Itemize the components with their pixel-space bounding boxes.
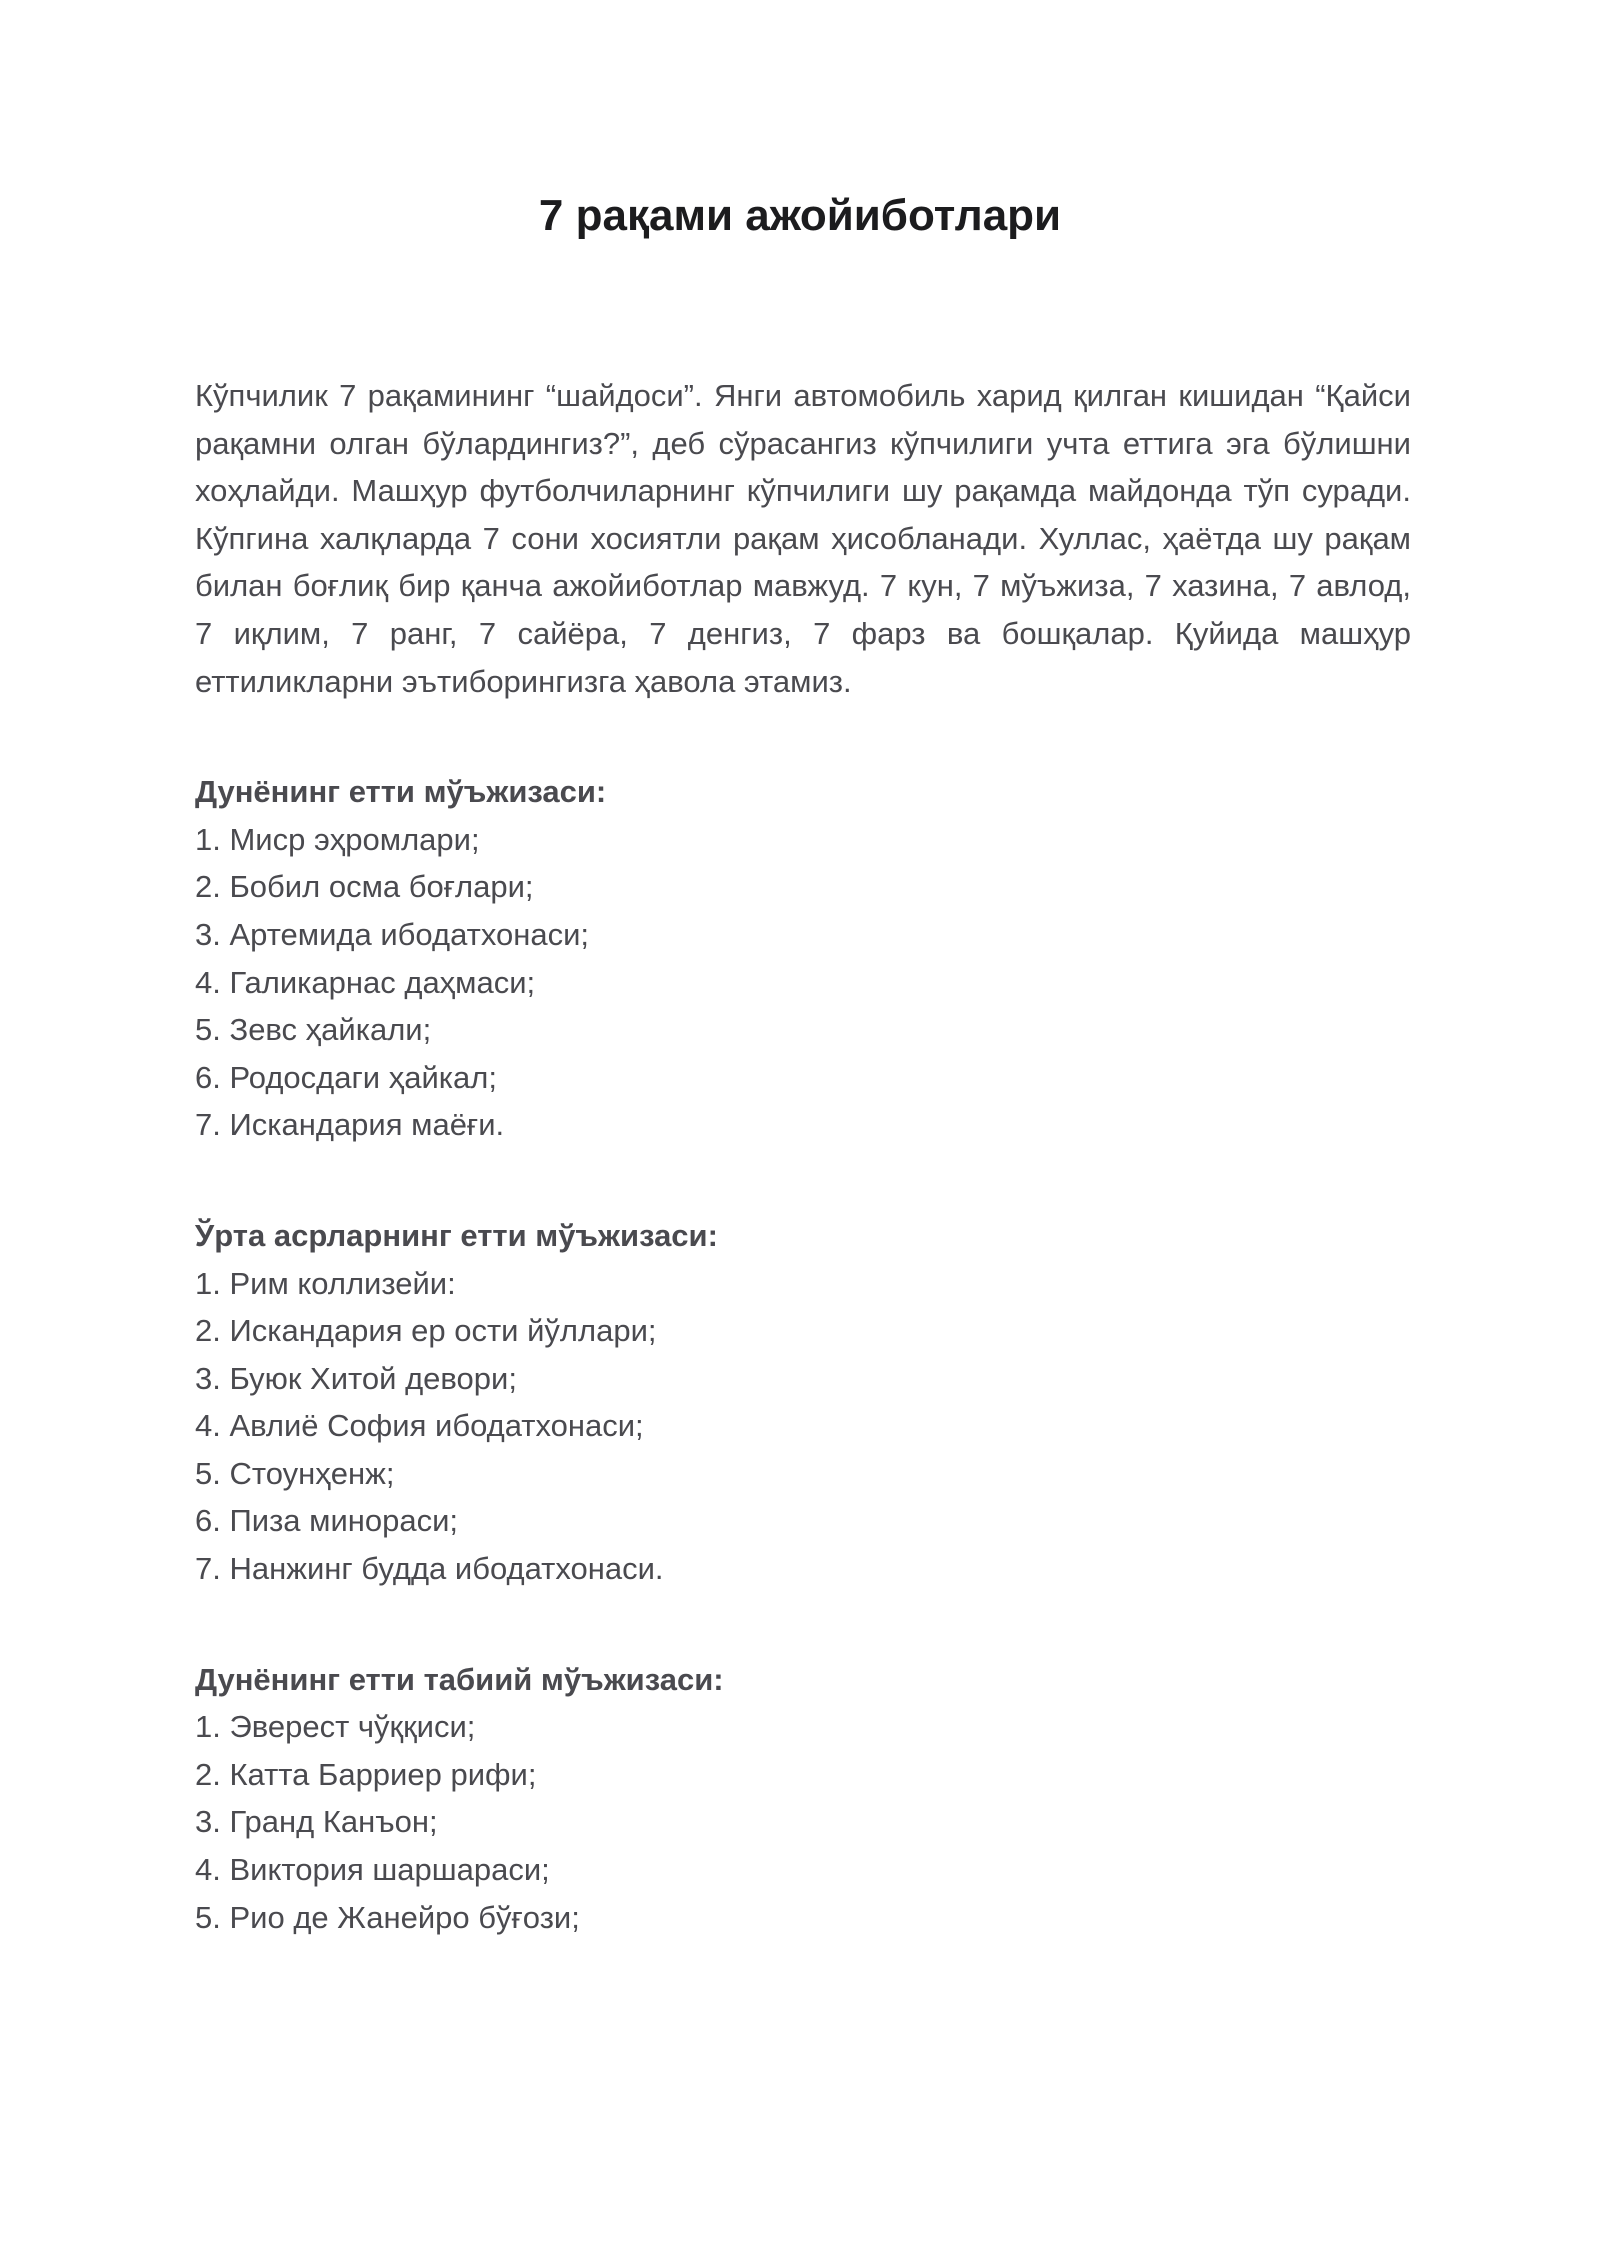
list-item: 5. Зевс ҳайкали; bbox=[195, 1012, 432, 1048]
list-item: 1. Эверест чўққиси; bbox=[195, 1709, 476, 1745]
section-natural-wonders bbox=[195, 1656, 1411, 1942]
list-item: 3. Буюк Хитой девори; bbox=[195, 1360, 517, 1396]
list-item: 4. Виктория шаршараси; bbox=[195, 1852, 550, 1888]
list-item: 5. Рио де Жанейро бўғози; bbox=[195, 1899, 580, 1935]
section-heading: Дунёнинг етти мўъжизаси: bbox=[195, 774, 607, 810]
document-body bbox=[195, 372, 1411, 1941]
wonders-list bbox=[195, 1703, 1411, 1941]
intro-paragraph: Кўпчилик 7 рақамининг “шайдоси”. Янги автомобиль харид қилган кишидан “Қайси рақамни олган бўлардингиз?”, деб сўрасангиз кўпчилиги учта еттига эга бўлишни хоҳлайди. Машҳур футболчиларнинг кўпчилиги шу рақамда майдонда тўп суради. Кўпгина халқларда 7 сони хосиятли рақам ҳисобланади. Хуллас, ҳаётда шу рақам билан боғлиқ бир қанча ажойиботлар мавжуд. 7 кун, 7 мўъжиза, 7 хазина, 7 авлод, 7 иқлим, 7 ранг, 7 сайёра, 7 денгиз, 7 фарз ва бошқалар. Қуйида машҳур еттиликларни эътиборингизга ҳавола этамиз. bbox=[195, 378, 1411, 699]
list-item: 4. Галикарнас даҳмаси; bbox=[195, 964, 536, 1000]
list-item: 7. Нанжинг будда ибодатхонаси. bbox=[195, 1551, 664, 1587]
list-item: 6. Родосдаги ҳайкал; bbox=[195, 1059, 497, 1095]
list-item: 7. Искандария маёғи. bbox=[195, 1107, 505, 1143]
list-item: 5. Стоунҳенж; bbox=[195, 1455, 395, 1491]
list-item: 2. Катта Барриер рифи; bbox=[195, 1756, 537, 1792]
section-heading: Ўрта асрларнинг етти мўъжизаси: bbox=[195, 1217, 718, 1253]
list-item: 1. Рим коллизейи: bbox=[195, 1265, 456, 1301]
list-item: 3. Гранд Канъон; bbox=[195, 1804, 438, 1840]
list-item: 6. Пиза минораси; bbox=[195, 1503, 459, 1539]
list-item: 2. Искандария ер ости йўллари; bbox=[195, 1313, 657, 1349]
section-world-wonders bbox=[195, 768, 1411, 1149]
section-medieval-wonders bbox=[195, 1212, 1411, 1593]
list-item: 4. Авлиё София ибодатхонаси; bbox=[195, 1408, 644, 1444]
list-item: 2. Бобил осма боғлари; bbox=[195, 869, 534, 905]
section-heading: Дунёнинг етти табиий мўъжизаси: bbox=[195, 1661, 724, 1697]
list-item: 3. Артемида ибодатхонаси; bbox=[195, 916, 590, 952]
page-title: 7 рақами ажойиботлари bbox=[538, 191, 1062, 240]
wonders-list bbox=[195, 816, 1411, 1149]
list-item: 1. Миср эҳромлари; bbox=[195, 821, 480, 857]
wonders-list bbox=[195, 1260, 1411, 1593]
